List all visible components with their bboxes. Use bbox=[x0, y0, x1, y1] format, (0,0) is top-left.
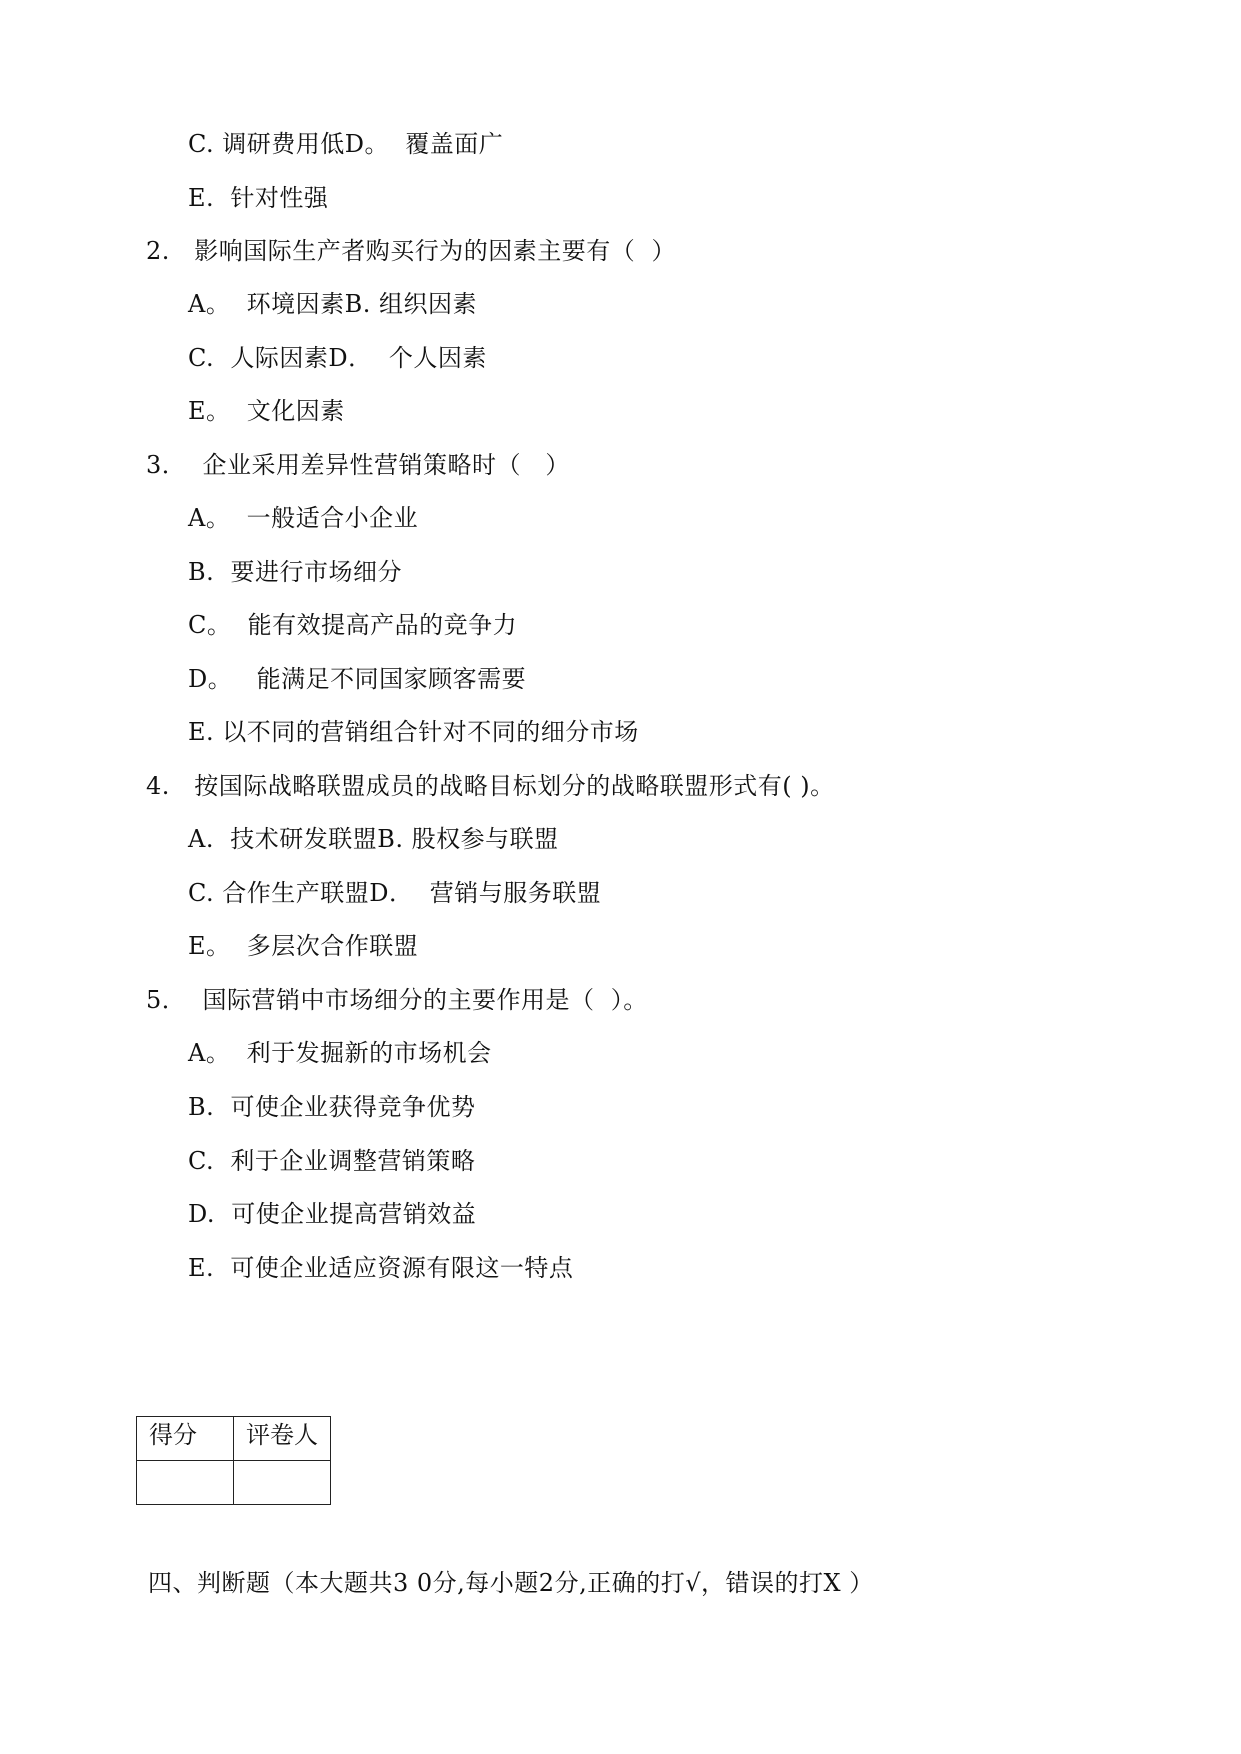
grader-label: 评卷人 bbox=[234, 1417, 331, 1461]
option-line: E. 以不同的营销组合针对不同的细分市场 bbox=[188, 718, 639, 746]
option-line: C。 能有效提高产品的竞争力 bbox=[188, 611, 518, 639]
question-line: 3． 企业采用差异性营销策略时（ ） bbox=[146, 451, 570, 479]
option-line: C. 合作生产联盟D． 营销与服务联盟 bbox=[188, 879, 602, 907]
option-line: A。 利于发掘新的市场机会 bbox=[188, 1039, 492, 1067]
option-line: A. 技术研发联盟B. 股权参与联盟 bbox=[188, 825, 559, 853]
option-line: B. 要进行市场细分 bbox=[188, 558, 403, 586]
option-line: E。 多层次合作联盟 bbox=[188, 932, 419, 960]
option-line: E. 针对性强 bbox=[188, 184, 329, 212]
option-line: C. 调研费用低D。 覆盖面广 bbox=[188, 130, 504, 158]
score-table bbox=[136, 1416, 331, 1505]
question-line: 2. 影响国际生产者购买行为的因素主要有（ ） bbox=[146, 237, 677, 265]
question-line: 4. 按国际战略联盟成员的战略目标划分的战略联盟形式有( )。 bbox=[146, 772, 835, 800]
score-table-header-row bbox=[137, 1417, 331, 1461]
score-cell[interactable] bbox=[137, 1461, 234, 1505]
option-line: D。 能满足不同国家顾客需要 bbox=[188, 665, 527, 693]
score-label: 得分 bbox=[137, 1417, 234, 1461]
section-heading: 四、判断题（本大题共3 0分,每小题2分,正确的打√，错误的打X ） bbox=[148, 1569, 874, 1597]
score-table-entry-row bbox=[137, 1461, 331, 1505]
option-line: C. 人际因素D． 个人因素 bbox=[188, 344, 487, 372]
option-line: E。 文化因素 bbox=[188, 397, 345, 425]
option-line: D. 可使企业提高营销效益 bbox=[188, 1200, 477, 1228]
option-line: C. 利于企业调整营销策略 bbox=[188, 1147, 476, 1175]
option-line: A。 一般适合小企业 bbox=[188, 504, 419, 532]
option-line: E. 可使企业适应资源有限这一特点 bbox=[188, 1254, 574, 1282]
question-line: 5． 国际营销中市场细分的主要作用是（ ）。 bbox=[146, 986, 648, 1014]
option-line: B. 可使企业获得竞争优势 bbox=[188, 1093, 476, 1121]
option-line: A。 环境因素B. 组织因素 bbox=[188, 290, 477, 318]
grader-cell[interactable] bbox=[234, 1461, 331, 1505]
